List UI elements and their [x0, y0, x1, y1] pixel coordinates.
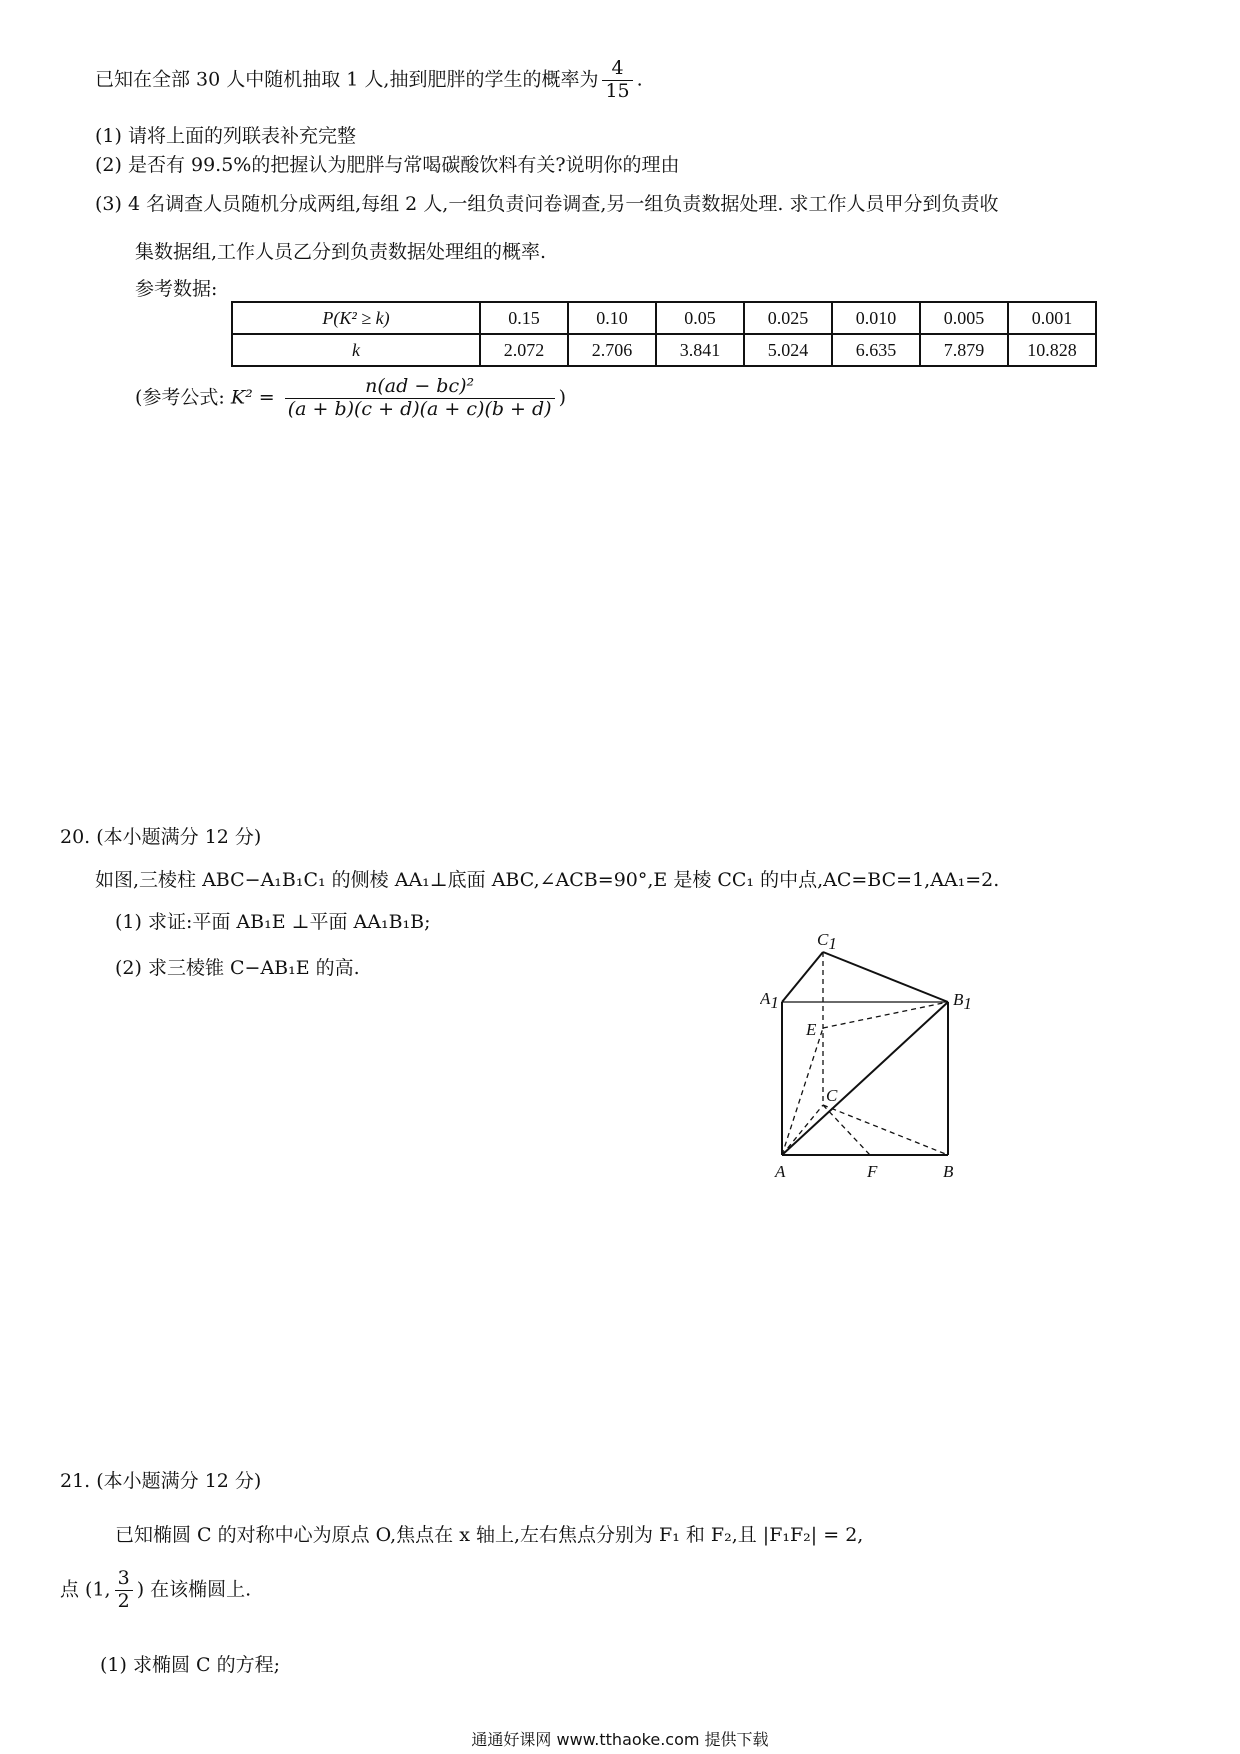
- edge-cf-hidden: [823, 1105, 870, 1155]
- table-cell: 7.879: [920, 334, 1008, 366]
- edge-eb1-hidden: [823, 1002, 948, 1028]
- q20-part1: (1) 求证:平面 AB₁E ⊥平面 AA₁B₁B;: [115, 911, 431, 933]
- table-cell: 0.001: [1008, 302, 1096, 334]
- q19-intro-text: 已知在全部 30 人中随机抽取 1 人,抽到肥胖的学生的概率为: [95, 68, 599, 91]
- label-c: C: [826, 1086, 838, 1105]
- formula-lhs: K² =: [230, 386, 275, 409]
- label-e: E: [806, 1020, 817, 1039]
- q19-part1: (1) 请将上面的列联表补充完整: [95, 125, 356, 147]
- label-a: A: [775, 1162, 786, 1181]
- label-a1: A1: [760, 989, 779, 1012]
- q19-part3-line1: (3) 4 名调查人员随机分成两组,每组 2 人,一组负责问卷调查,另一组负责数据处理. 求工作人员甲分到负责收: [95, 193, 999, 215]
- formula-label: (参考公式:: [135, 386, 225, 409]
- q19-part3-line2: 集数据组,工作人员乙分到负责数据处理组的概率.: [135, 241, 547, 263]
- table-cell: 6.635: [832, 334, 920, 366]
- q19-probability-fraction: $\frac{4}{15}$: [602, 58, 632, 103]
- table-header-p: P(K² ≥ k): [232, 302, 480, 334]
- label-c1: C1: [817, 930, 837, 953]
- q19-intro: 已知在全部 30 人中随机抽取 1 人,抽到肥胖的学生的概率为 $\frac{4}{15}$ .: [95, 57, 643, 102]
- reference-formula: (参考公式: K² = $\frac{\text{n(ad − bc)²}}{(a + b)(c + d)(a + c)(b + d)}$ ): [135, 375, 567, 420]
- table-cell: 0.15: [480, 302, 568, 334]
- q21-point-fraction: $\frac{3}{2}$: [115, 1568, 133, 1613]
- q20-heading: 20. (本小题满分 12 分): [60, 826, 262, 848]
- label-b: B: [943, 1162, 954, 1181]
- edge-ac-hidden: [782, 1105, 823, 1155]
- q19-part2: (2) 是否有 99.5%的把握认为肥胖与常喝碳酸饮料有关?说明你的理由: [95, 154, 680, 176]
- q21-part1: (1) 求椭圆 C 的方程;: [100, 1654, 280, 1676]
- table-cell: 5.024: [744, 334, 832, 366]
- formula-fraction: $\frac{\text{n(ad − bc)²}}{(a + b)(c + d)(a + c)(b + d)}$: [285, 376, 555, 421]
- q21-point-line: 点 (1, $\frac{3}{2}$ ) 在该椭圆上.: [60, 1567, 252, 1612]
- edge-cb-hidden: [823, 1105, 948, 1155]
- page-footer: 通通好课网 www.tthaoke.com 提供下载: [471, 1730, 769, 1749]
- q19-ref-data-label: 参考数据:: [135, 278, 218, 300]
- edge-a1c1: [782, 952, 823, 1002]
- table-cell: 10.828: [1008, 334, 1096, 366]
- edge-c1b1: [823, 952, 948, 1002]
- q20-statement: 如图,三棱柱 ABC−A₁B₁C₁ 的侧棱 AA₁⊥底面 ABC,∠ACB=90°,E 是棱 CC₁ 的中点,AC=BC=1,AA₁=2.: [95, 869, 1000, 891]
- prism-figure: [760, 925, 1000, 1190]
- label-f: F: [867, 1162, 878, 1181]
- table-cell: 3.841: [656, 334, 744, 366]
- critical-value-table: [231, 301, 1097, 367]
- table-cell: 0.05: [656, 302, 744, 334]
- table-header-k: k: [232, 334, 480, 366]
- q20-part2: (2) 求三棱锥 C−AB₁E 的高.: [115, 957, 360, 979]
- table-cell: 0.010: [832, 302, 920, 334]
- table-row: [232, 302, 1096, 334]
- table-cell: 2.706: [568, 334, 656, 366]
- table-cell: 0.10: [568, 302, 656, 334]
- figure-labels: [760, 930, 972, 1181]
- q21-statement: 已知椭圆 C 的对称中心为原点 O,焦点在 x 轴上,左右焦点分别为 F₁ 和 F₂,且 |F₁F₂| = 2,: [115, 1524, 864, 1546]
- table-cell: 0.025: [744, 302, 832, 334]
- table-row: [232, 334, 1096, 366]
- label-b1: B1: [953, 990, 972, 1013]
- table-cell: 2.072: [480, 334, 568, 366]
- table-cell: 0.005: [920, 302, 1008, 334]
- q21-heading: 21. (本小题满分 12 分): [60, 1470, 262, 1492]
